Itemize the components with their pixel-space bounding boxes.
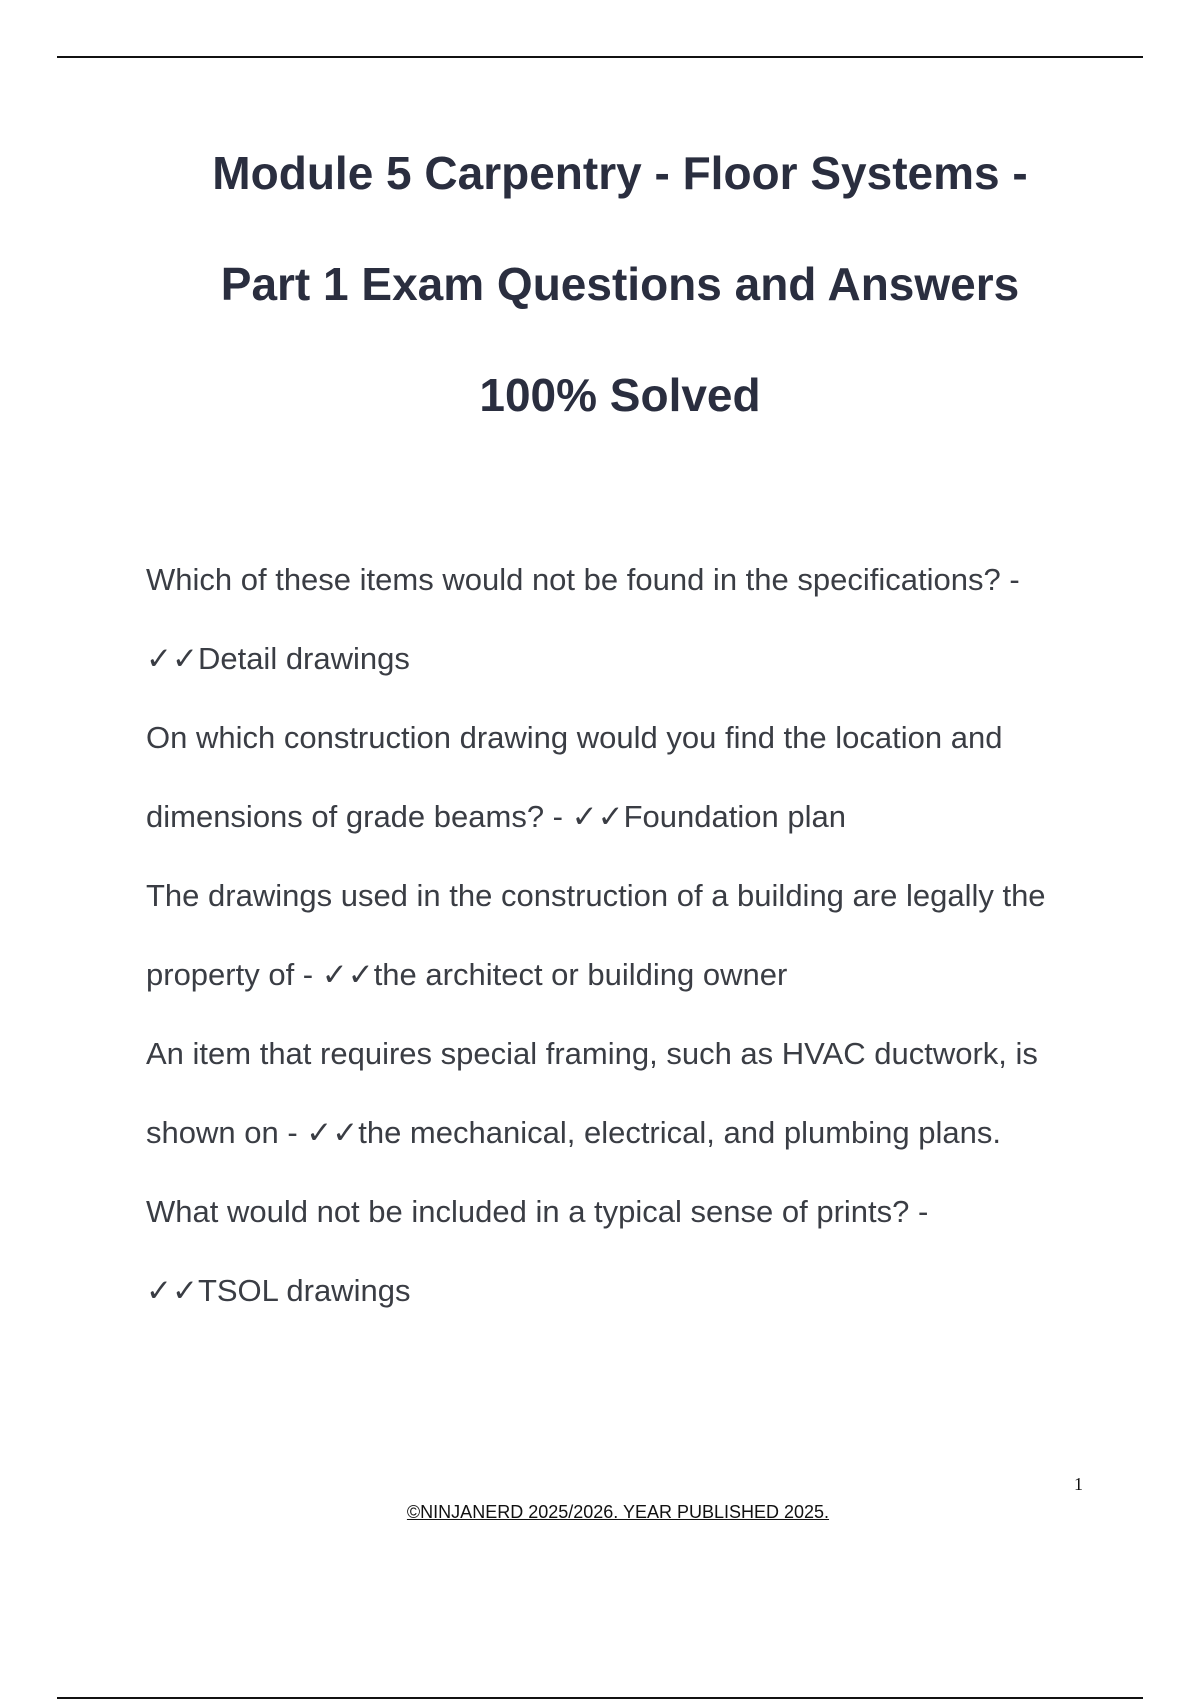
top-rule — [57, 56, 1143, 58]
answer-text: ✓✓the architect or building owner — [321, 957, 788, 992]
qa-list — [146, 540, 1106, 1330]
answer-text: ✓✓TSOL drawings — [146, 1273, 411, 1308]
question-text: An item that requires special framing, such as HVAC ductwork, is shown on - — [146, 1036, 1038, 1150]
qa-item — [146, 1172, 1106, 1330]
qa-item — [146, 1014, 1106, 1172]
qa-item — [146, 698, 1106, 856]
answer-text: ✓✓Detail drawings — [146, 641, 410, 676]
bottom-rule — [57, 1697, 1143, 1699]
title-line-2: Part 1 Exam Questions and Answers — [220, 258, 1020, 310]
title-line-3: 100% Solved — [479, 369, 761, 421]
title-line-1: Module 5 Carpentry - Floor Systems - — [212, 147, 1028, 199]
question-text: The drawings used in the construction of a building are legally the property of - — [146, 878, 1046, 992]
question-text: Which of these items would not be found in the specifications? - — [146, 562, 1020, 597]
answer-text: ✓✓Foundation plan — [571, 799, 846, 834]
document-title — [100, 118, 1140, 451]
page-number: 1 — [1074, 1474, 1083, 1494]
question-text: What would not be included in a typical sense of prints? - — [146, 1194, 929, 1229]
qa-item — [146, 856, 1106, 1014]
qa-item — [146, 540, 1106, 698]
question-text: On which construction drawing would you find the location and dimensions of grade beams? - — [146, 720, 1003, 834]
answer-text: ✓✓the mechanical, electrical, and plumbing plans. — [306, 1115, 1001, 1150]
copyright-footer: ©NINJANERD 2025/2026. YEAR PUBLISHED 2025. — [406, 1502, 830, 1522]
